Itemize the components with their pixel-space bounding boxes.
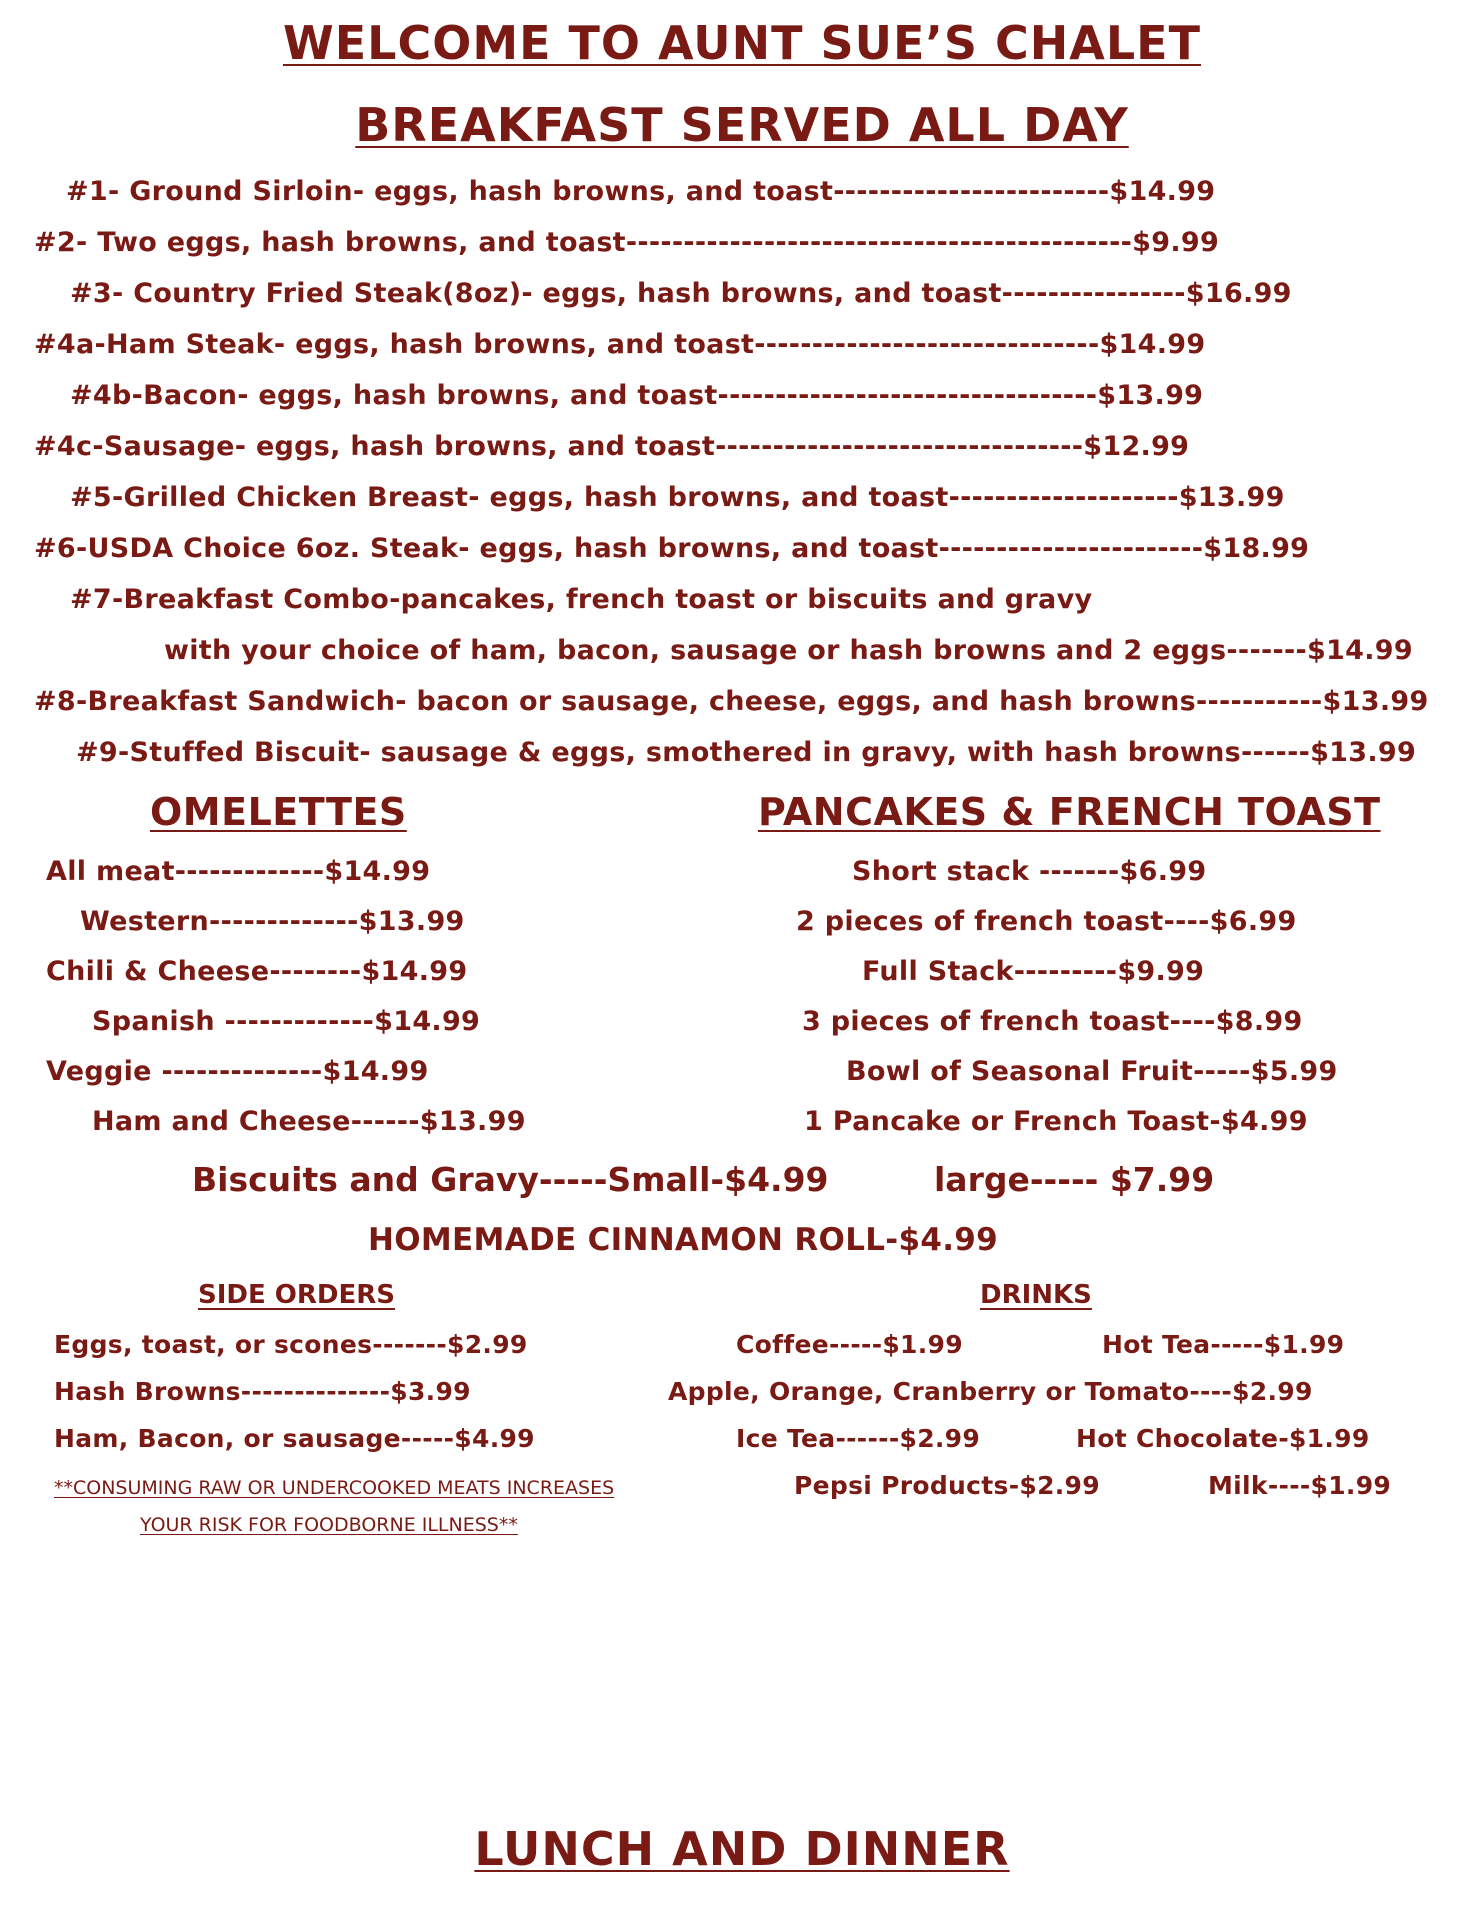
menu-item-1: #1- Ground Sirloin- eggs, hash browns, and toast------------------------$14.99 <box>66 176 1216 207</box>
drink-hot-tea: Hot Tea-----$1.99 <box>1102 1330 1345 1359</box>
pancake-item: 3 pieces of french toast----$8.99 <box>802 1006 1303 1037</box>
food-safety-warning-line2: YOUR RISK FOR FOODBORNE ILLNESS** <box>140 1514 518 1536</box>
drink-ice-tea: Ice Tea------$2.99 <box>736 1424 981 1453</box>
menu-item-6: #6-USDA Choice 6oz. Steak- eggs, hash browns, and toast-----------------------$18.99 <box>34 533 1310 564</box>
drink-milk: Milk----$1.99 <box>1208 1471 1392 1500</box>
omelette-item: Chili & Cheese--------$14.99 <box>46 956 468 987</box>
omelettes-title: OMELETTES <box>150 790 407 834</box>
menu-item-9: #9-Stuffed Biscuit- sausage & eggs, smothered in gravy, with hash browns------$13.99 <box>76 737 1417 768</box>
biscuits-gravy-large: large----- $7.99 <box>934 1160 1215 1199</box>
food-safety-warning: **CONSUMING RAW OR UNDERCOOKED MEATS INCREASES <box>54 1477 615 1499</box>
welcome-title: WELCOME TO AUNT SUE’S CHALET <box>283 16 1201 70</box>
breakfast-title: BREAKFAST SERVED ALL DAY <box>355 98 1129 152</box>
side-orders-title: SIDE ORDERS <box>198 1280 396 1310</box>
drink-juice: Apple, Orange, Cranberry or Tomato----$2.99 <box>668 1377 1313 1406</box>
drink-pepsi: Pepsi Products-$2.99 <box>794 1471 1100 1500</box>
omelette-item: Veggie --------------$14.99 <box>46 1056 429 1087</box>
side-order-item: Ham, Bacon, or sausage-----$4.99 <box>54 1424 535 1453</box>
menu-item-5: #5-Grilled Chicken Breast- eggs, hash browns, and toast--------------------$13.99 <box>70 482 1285 513</box>
omelette-item: All meat-------------$14.99 <box>46 856 431 887</box>
pancake-item: Full Stack---------$9.99 <box>862 956 1205 987</box>
menu-item-8: #8-Breakfast Sandwich- bacon or sausage, cheese, eggs, and hash browns-----------$13.99 <box>34 686 1429 717</box>
pancake-item: 1 Pancake or French Toast-$4.99 <box>804 1106 1308 1137</box>
omelette-item: Western-------------$13.99 <box>80 906 465 937</box>
drinks-title: DRINKS <box>980 1280 1092 1310</box>
menu-item-4b: #4b-Bacon- eggs, hash browns, and toast---------------------------------$13.99 <box>70 380 1204 411</box>
pancakes-title: PANCAKES & FRENCH TOAST <box>758 790 1381 834</box>
drink-hot-chocolate: Hot Chocolate-$1.99 <box>1076 1424 1370 1453</box>
biscuits-gravy-small: Biscuits and Gravy-----Small-$4.99 <box>192 1160 829 1199</box>
menu-item-4c: #4c-Sausage- eggs, hash browns, and toast--------------------------------$12.99 <box>34 431 1190 462</box>
drink-coffee: Coffee-----$1.99 <box>736 1330 963 1359</box>
menu-item-7-detail: with your choice of ham, bacon, sausage or hash browns and 2 eggs-------$14.99 <box>164 635 1413 666</box>
pancake-item: Bowl of Seasonal Fruit-----$5.99 <box>846 1056 1338 1087</box>
menu-item-4a: #4a-Ham Steak- eggs, hash browns, and toast------------------------------$14.99 <box>34 329 1206 360</box>
omelette-item: Spanish -------------$14.99 <box>92 1006 481 1037</box>
side-order-item: Eggs, toast, or scones-------$2.99 <box>54 1330 528 1359</box>
side-order-item: Hash Browns--------------$3.99 <box>54 1377 471 1406</box>
cinnamon-roll: HOMEMADE CINNAMON ROLL-$4.99 <box>368 1222 999 1258</box>
pancake-item: 2 pieces of french toast----$6.99 <box>796 906 1297 937</box>
lunch-dinner-title: LUNCH AND DINNER <box>474 1822 1010 1876</box>
menu-item-3: #3- Country Fried Steak(8oz)- eggs, hash browns, and toast----------------$16.99 <box>70 278 1292 309</box>
omelette-item: Ham and Cheese------$13.99 <box>92 1106 526 1137</box>
menu-item-7: #7-Breakfast Combo-pancakes, french toast or biscuits and gravy <box>70 584 1093 615</box>
menu-item-2: #2- Two eggs, hash browns, and toast--------------------------------------------$9.99 <box>34 227 1220 258</box>
pancake-item: Short stack -------$6.99 <box>852 856 1207 887</box>
